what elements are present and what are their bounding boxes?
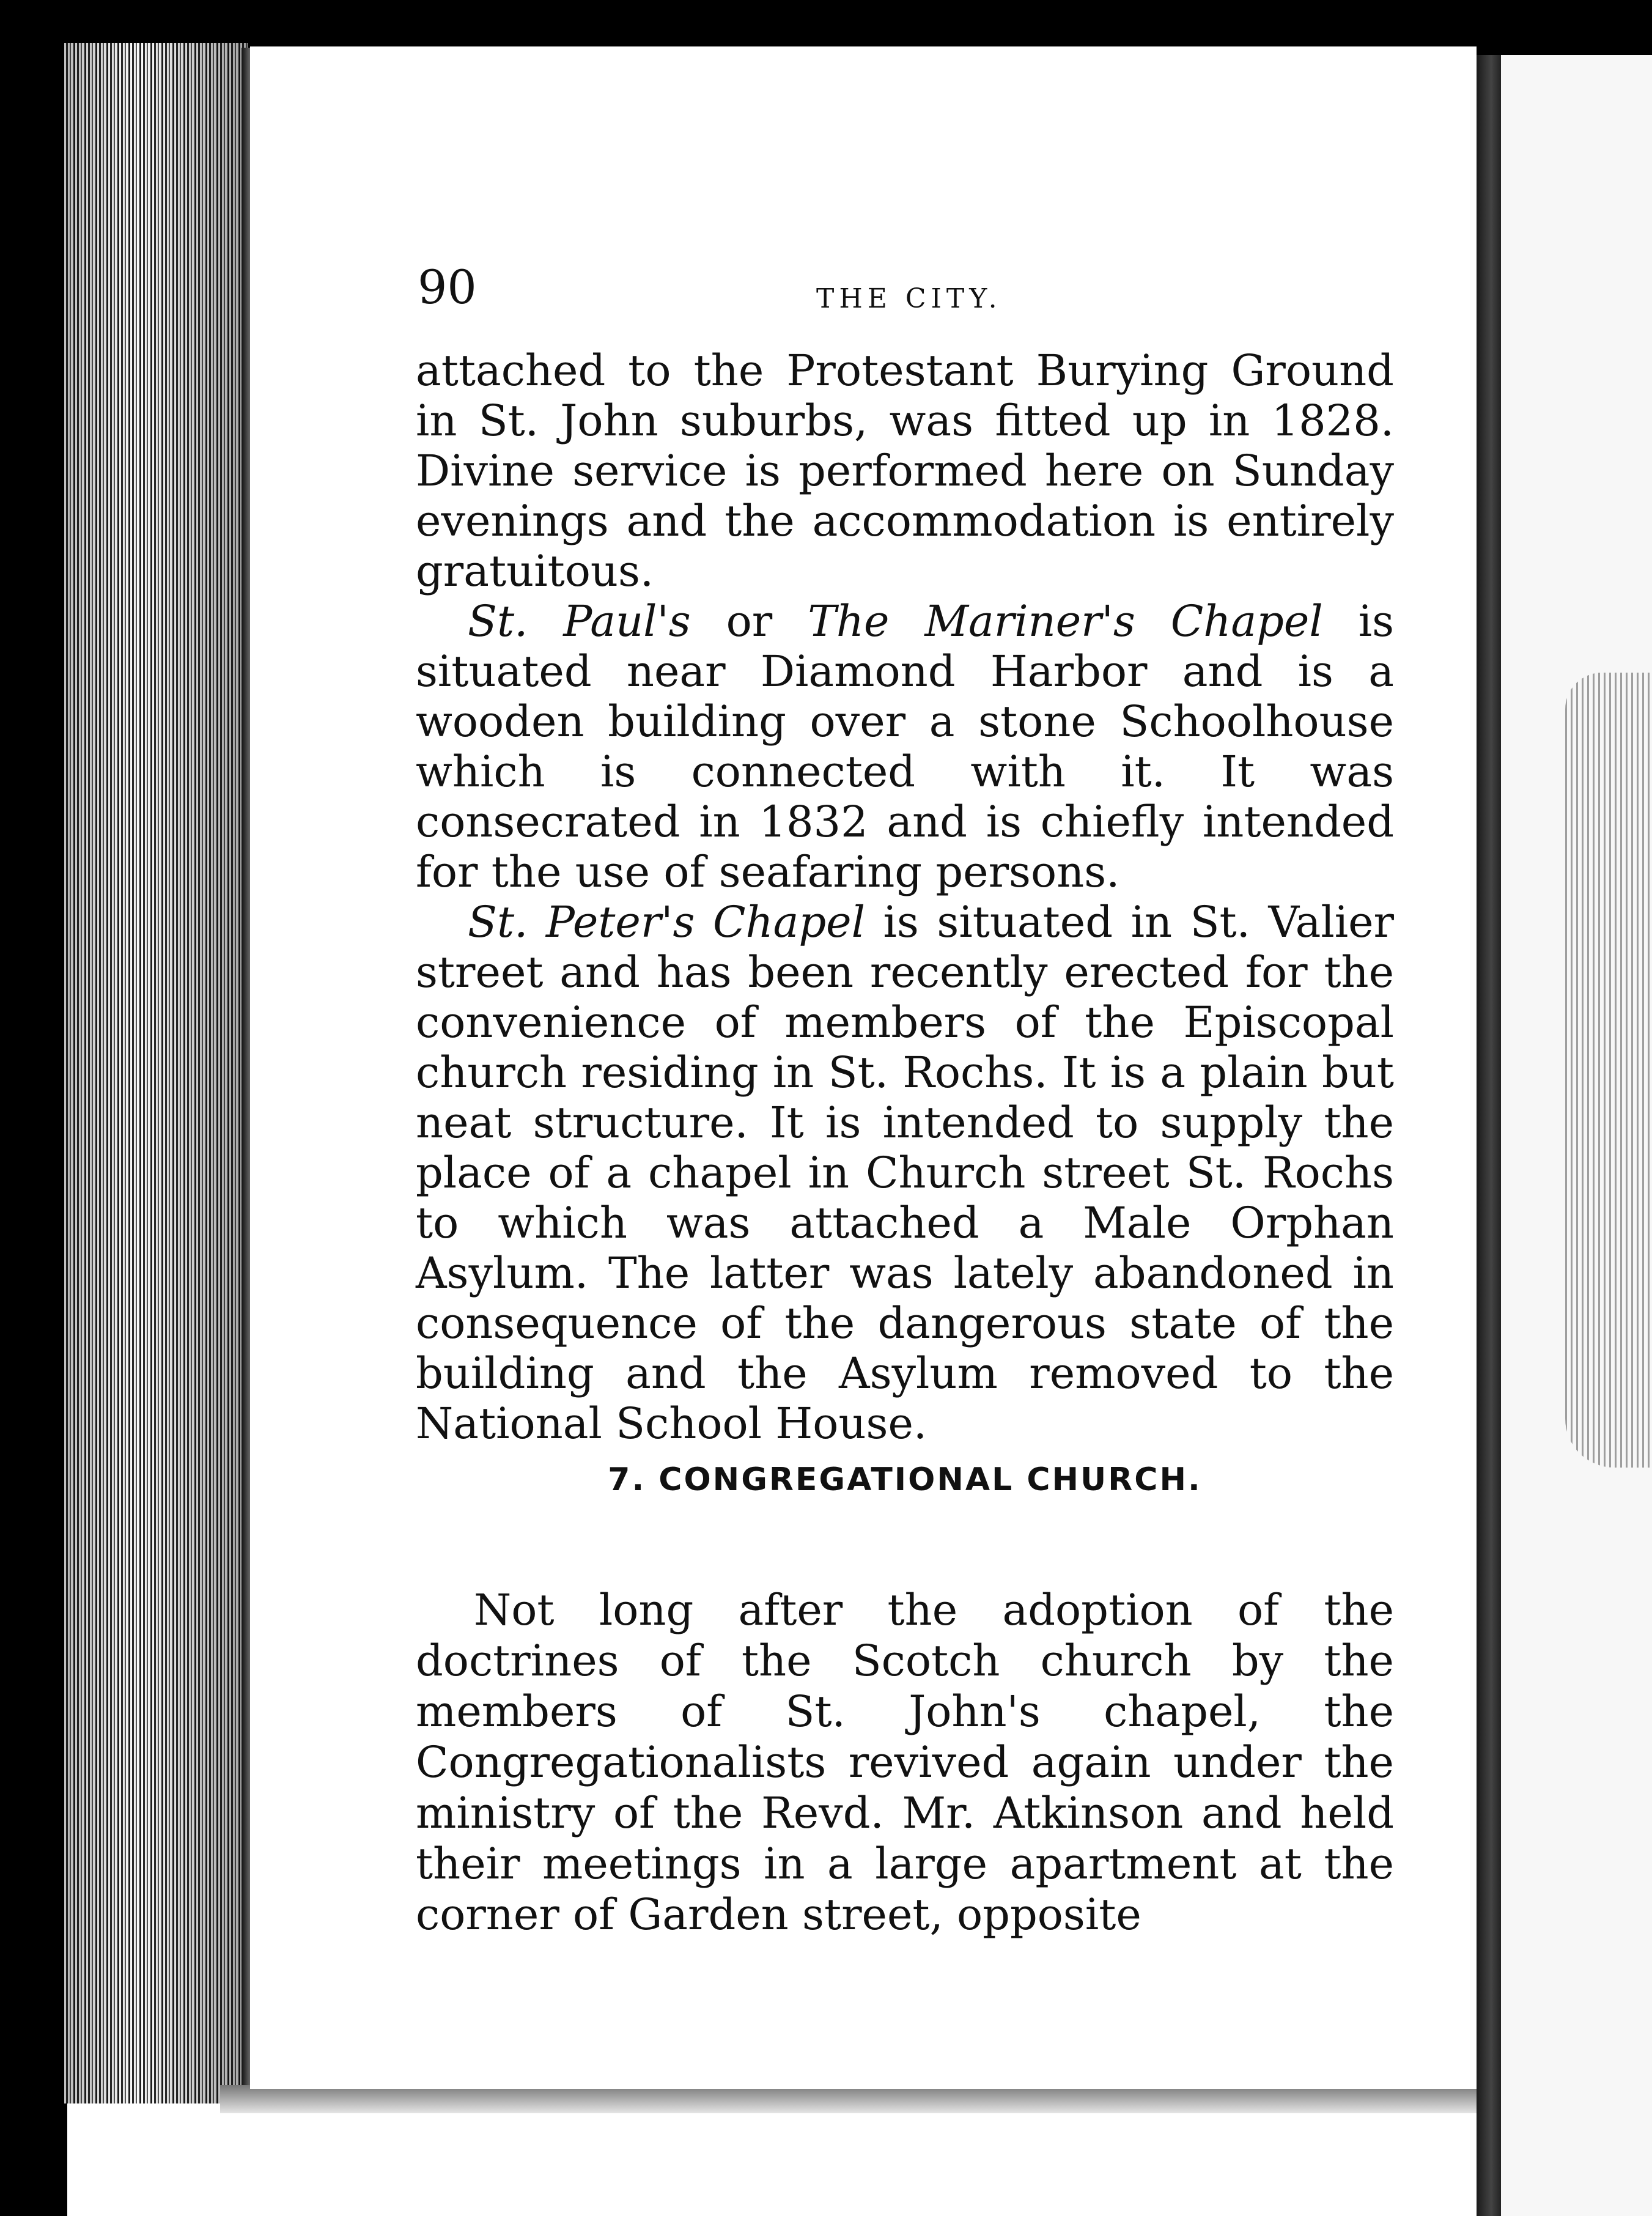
paragraph-st-peters — [416, 897, 1394, 1449]
page-number: 90 — [418, 260, 477, 314]
section-heading: 7. CONGREGATIONAL CHURCH. — [608, 1461, 1202, 1498]
facing-page-show-through — [1565, 673, 1652, 1468]
italic-st-pauls: St. Paul's — [468, 596, 691, 646]
book-right-edge — [1477, 55, 1501, 2216]
italic-st-peters-chapel: St. Peter's Chapel — [468, 897, 865, 947]
paragraph-congregational: Not long after the adoption of the doctrines of the Scotch church by the members of St. John's chapel, the Congregationalists revived again under the ministry of the Revd. Mr. Atkinson and held their meetings in a large apartment at the corner of Garden street, opposite — [416, 1585, 1394, 1940]
paragraph-st-pauls — [416, 596, 1394, 897]
paragraph-burying-ground: attached to the Protestant Burying Ground in St. John suburbs, was fitted up in 1828. Divine service is performed here on Sunday evenings and the accommodation is entirely gratuitous. — [416, 345, 1394, 596]
book-gutter — [242, 48, 250, 2090]
scan-border-left — [0, 0, 67, 2216]
book-page-edges — [64, 43, 248, 2103]
page-bottom-shadow — [220, 2085, 1480, 2113]
connector-text: or — [690, 596, 808, 646]
paragraph-text: is situated near Diamond Harbor and is a wooden building over a stone Schoolhouse which is connected with it. It was consecrated in 1832 and is chiefly intended for the use of seafaring persons. — [416, 596, 1394, 897]
body-text — [416, 345, 1394, 1449]
section-body — [416, 1585, 1394, 1940]
paragraph-text: is situated in St. Valier street and has been recently erected for the convenience of members of the Episcopal church residing in St. Rochs. It is a plain but neat structure. It is intended to supply the place of a chapel in Church street St. Rochs to which was attached a Male Orphan Asylum. The latter was lately abandoned in consequence of the dangerous state of the building and the Asylum removed to the National School House. — [416, 897, 1394, 1449]
italic-mariners-chapel: The Mariner's Chapel — [808, 596, 1323, 646]
running-head: THE CITY. — [816, 283, 1002, 314]
